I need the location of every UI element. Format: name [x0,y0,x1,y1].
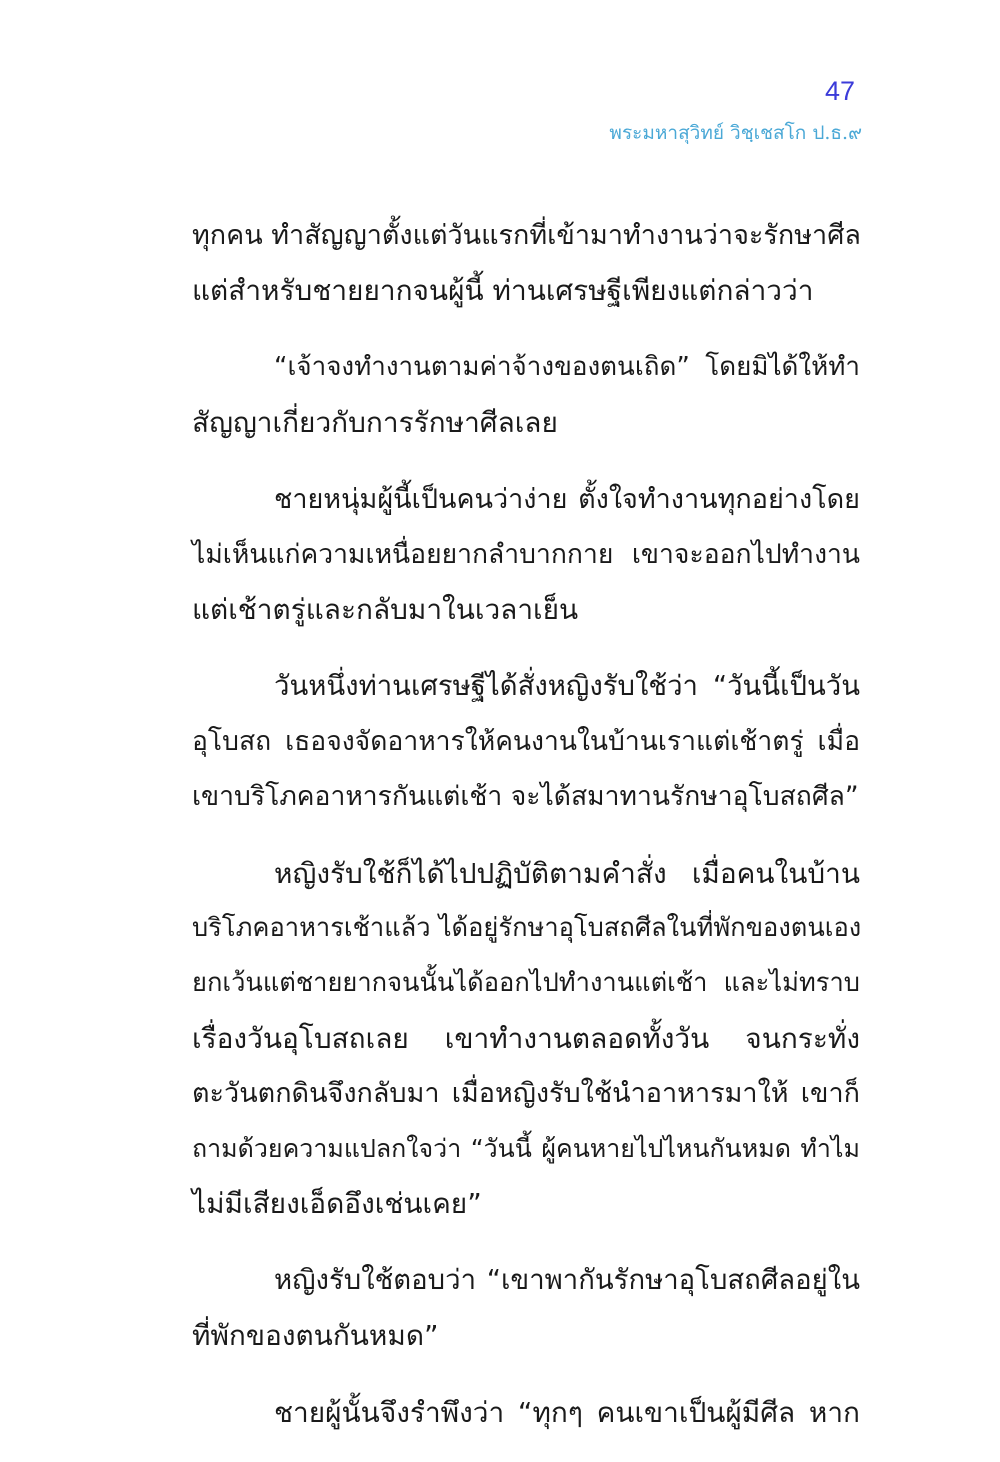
paragraph-7 [192,1385,860,1440]
paragraph-4 [192,659,860,824]
text-line: วันหนึ่งท่านเศรษฐีได้สั่งหญิงรับใช้ว่า “วันนี้เป็นวัน [274,670,860,702]
text-line: “เจ้าจงทำงานตามค่าจ้างของตนเถิด” โดยมิได้ให้ทำ [274,352,860,382]
text-line: ชายหนุ่มผู้นี้เป็นคนว่าง่าย ตั้งใจทำงานทุกอย่างโดย [274,484,860,515]
text-line: ทุกคน ทำสัญญาตั้งแต่วันแรกที่เข้ามาทำงานว่าจะรักษาศีล [192,220,861,251]
text-line: หญิงรับใช้ก็ได้ไปปฏิบัติตามคำสั่ง เมื่อคนในบ้าน [274,857,860,890]
text-line: เรื่องวันอุโบสถเลย เขาทำงานตลอดทั้งวัน จนกระทั่ง [192,1022,860,1055]
text-line: แต่เช้าตรู่และกลับมาในเวลาเย็น [192,593,579,626]
paragraph-2 [192,340,860,450]
page-number: 47 [824,76,855,106]
text-line: ยกเว้นแต่ชายยากจนนั้นได้ออกไปทำงานแต่เช้า และไม่ทราบ [192,968,860,998]
text-line: เขาบริโภคอาหารกันแต่เช้า จะได้สมาทานรักษาอุโบสถศีล” [192,781,859,812]
paragraph-6 [192,1253,860,1363]
running-header: พระมหาสุวิทย์ วิชฺเชสโก ป.ธ.๙ [609,122,862,144]
text-line: ชายผู้นั้นจึงรำพึงว่า “ทุกๆ คนเขาเป็นผู้มีศีล หาก [274,1396,860,1429]
paragraph-1 [192,208,860,318]
text-line: ที่พักของตนกันหมด” [192,1319,439,1352]
paragraph-3 [192,472,860,637]
text-line: ไม่มีเสียงเอ็ดอึงเช่นเคย” [192,1187,482,1220]
paragraph-5 [192,846,860,1231]
text-line: แต่สำหรับชายยากจนผู้นี้ ท่านเศรษฐีเพียงแต่กล่าวว่า [192,274,814,307]
text-line: สัญญาเกี่ยวกับการรักษาศีลเลย [192,406,558,439]
text-line: หญิงรับใช้ตอบว่า “เขาพากันรักษาอุโบสถศีลอยู่ใน [274,1264,860,1296]
text-line: บริโภคอาหารเช้าแล้ว ได้อยู่รักษาอุโบสถศีลในที่พักของตนเอง [192,913,862,943]
text-line: ไม่เห็นแก่ความเหนื่อยยากลำบากกาย เขาจะออกไปทำงาน [192,539,860,570]
body-text [192,208,860,1462]
text-line: ตะวันตกดินจึงกลับมา เมื่อหญิงรับใช้นำอาหารมาให้ เขาก็ [192,1078,860,1109]
text-line: อุโบสถ เธอจงจัดอาหารให้คนงานในบ้านเราแต่เช้าตรู่ เมื่อ [192,726,860,757]
text-line: ถามด้วยความแปลกใจว่า “วันนี้ ผู้คนหายไปไหนกันหมด ทำไม [192,1134,860,1163]
